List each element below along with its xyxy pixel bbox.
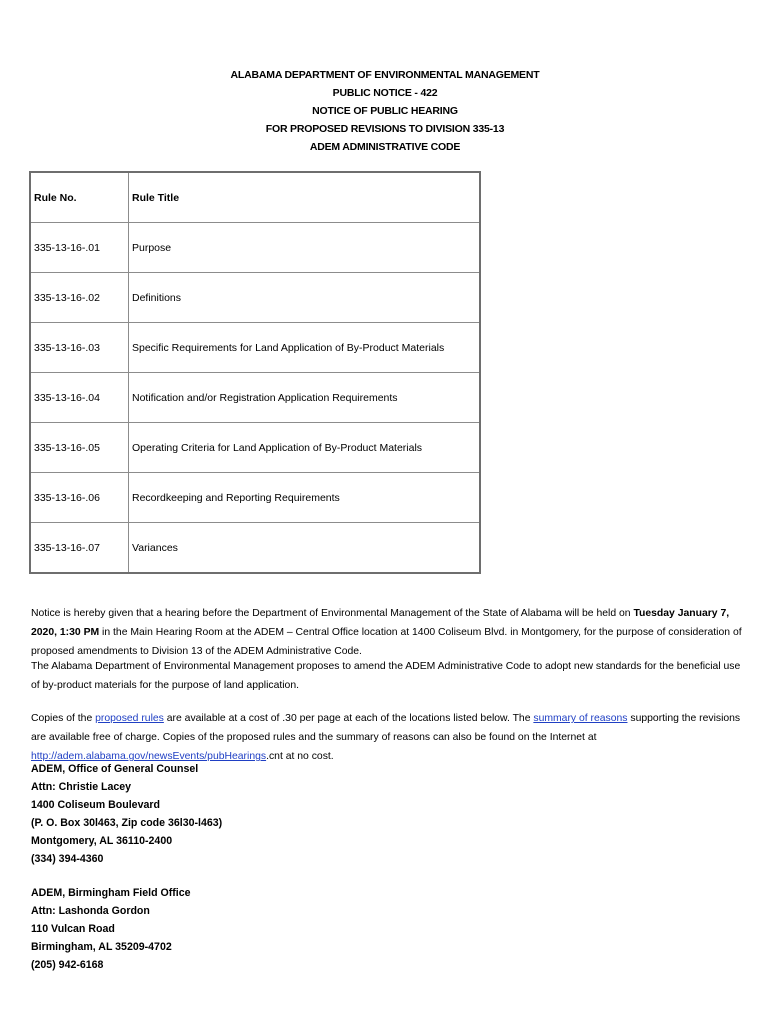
address-line: ADEM, Office of General Counsel	[31, 763, 199, 775]
address-line: 110 Vulcan Road	[31, 923, 115, 935]
address-line: Birmingham, AL 35209-4702	[31, 941, 172, 953]
rule-number: 335-13-16-.05	[30, 423, 129, 473]
rule-number: 335-13-16-.04	[30, 373, 129, 423]
address-line: 1400 Coliseum Boulevard	[31, 799, 160, 811]
table-row	[30, 473, 480, 523]
address-line: Montgomery, AL 36110-2400	[31, 835, 173, 847]
copies-text-1: Copies of the	[31, 713, 96, 724]
rule-title: Variances	[129, 523, 481, 574]
column-header-rule-title: Rule Title	[129, 172, 481, 223]
copies-text-3: supporting the revisions are available free of charge. Copies of the proposed rules and the summary of reasons can also be found on the Internet at	[31, 713, 741, 743]
copies-paragraph	[31, 709, 743, 766]
address-line: (334) 394-4360	[31, 853, 104, 865]
table-row	[30, 373, 480, 423]
rule-title: Purpose	[129, 223, 481, 273]
summary-of-reasons-link[interactable]: summary of reasons	[533, 713, 628, 724]
public-hearings-url-link[interactable]: http://adem.alabama.gov/newsEvents/pubHearings	[31, 751, 267, 762]
general-counsel-address	[31, 760, 222, 868]
rule-title: Recordkeeping and Reporting Requirements	[129, 473, 481, 523]
rule-number: 335-13-16-.06	[30, 473, 129, 523]
rule-number: 335-13-16-.02	[30, 273, 129, 323]
table-header-row	[30, 172, 480, 223]
copies-text-2: are available at a cost of .30 per page at each of the locations listed below. The	[163, 713, 534, 724]
hearing-date-time: Tuesday January 7, 2020, 1:30 PM	[31, 608, 730, 638]
rule-title: Specific Requirements for Land Application of By-Product Materials	[129, 323, 481, 373]
proposal-paragraph: The Alabama Department of Environmental Management proposes to amend the ADEM Administrative Code to adopt new standards for the beneficial use of by-product materials for the purpose of land application.	[31, 661, 741, 691]
table-row	[30, 223, 480, 273]
header-code: ADEM ADMINISTRATIVE CODE	[309, 141, 461, 153]
rule-number: 335-13-16-.03	[30, 323, 129, 373]
address-line: Attn: Christie Lacey	[31, 781, 132, 793]
table-row	[30, 273, 480, 323]
rule-title: Notification and/or Registration Application Requirements	[129, 373, 481, 423]
table-row	[30, 323, 480, 373]
hearing-notice-paragraph	[31, 604, 743, 661]
notice-header	[0, 66, 770, 156]
address-line: (205) 942-6168	[31, 959, 104, 971]
header-notice-number: PUBLIC NOTICE - 422	[332, 87, 438, 99]
header-subject: FOR PROPOSED REVISIONS TO DIVISION 335-13	[265, 123, 505, 135]
rules-table	[29, 171, 481, 574]
proposed-rules-link[interactable]: proposed rules	[95, 713, 164, 724]
rule-title: Definitions	[129, 273, 481, 323]
address-line: (P. O. Box 30l463, Zip code 36l30-l463)	[31, 817, 223, 829]
copies-text-4: .cnt at no cost.	[266, 751, 334, 762]
table-row	[30, 523, 480, 574]
table-row	[30, 423, 480, 473]
birmingham-office-address	[31, 884, 191, 974]
header-notice-type: NOTICE OF PUBLIC HEARING	[312, 105, 458, 117]
hearing-text-before: Notice is hereby given that a hearing before the Department of Environmental Management of the State of Alabama will be held on	[31, 608, 634, 619]
rule-number: 335-13-16-.01	[30, 223, 129, 273]
column-header-rule-no: Rule No.	[30, 172, 129, 223]
header-agency: ALABAMA DEPARTMENT OF ENVIRONMENTAL MANAGEMENT	[230, 69, 540, 81]
rule-title: Operating Criteria for Land Application of By-Product Materials	[129, 423, 481, 473]
hearing-text-after: in the Main Hearing Room at the ADEM – Central Office location at 1400 Coliseum Blvd. in Montgomery, for the purpose of consideration of proposed amendments to Division 13 of the ADEM Administrative Code.	[31, 627, 742, 657]
rule-number: 335-13-16-.07	[30, 523, 129, 574]
address-line: Attn: Lashonda Gordon	[31, 905, 150, 917]
address-line: ADEM, Birmingham Field Office	[31, 887, 191, 899]
